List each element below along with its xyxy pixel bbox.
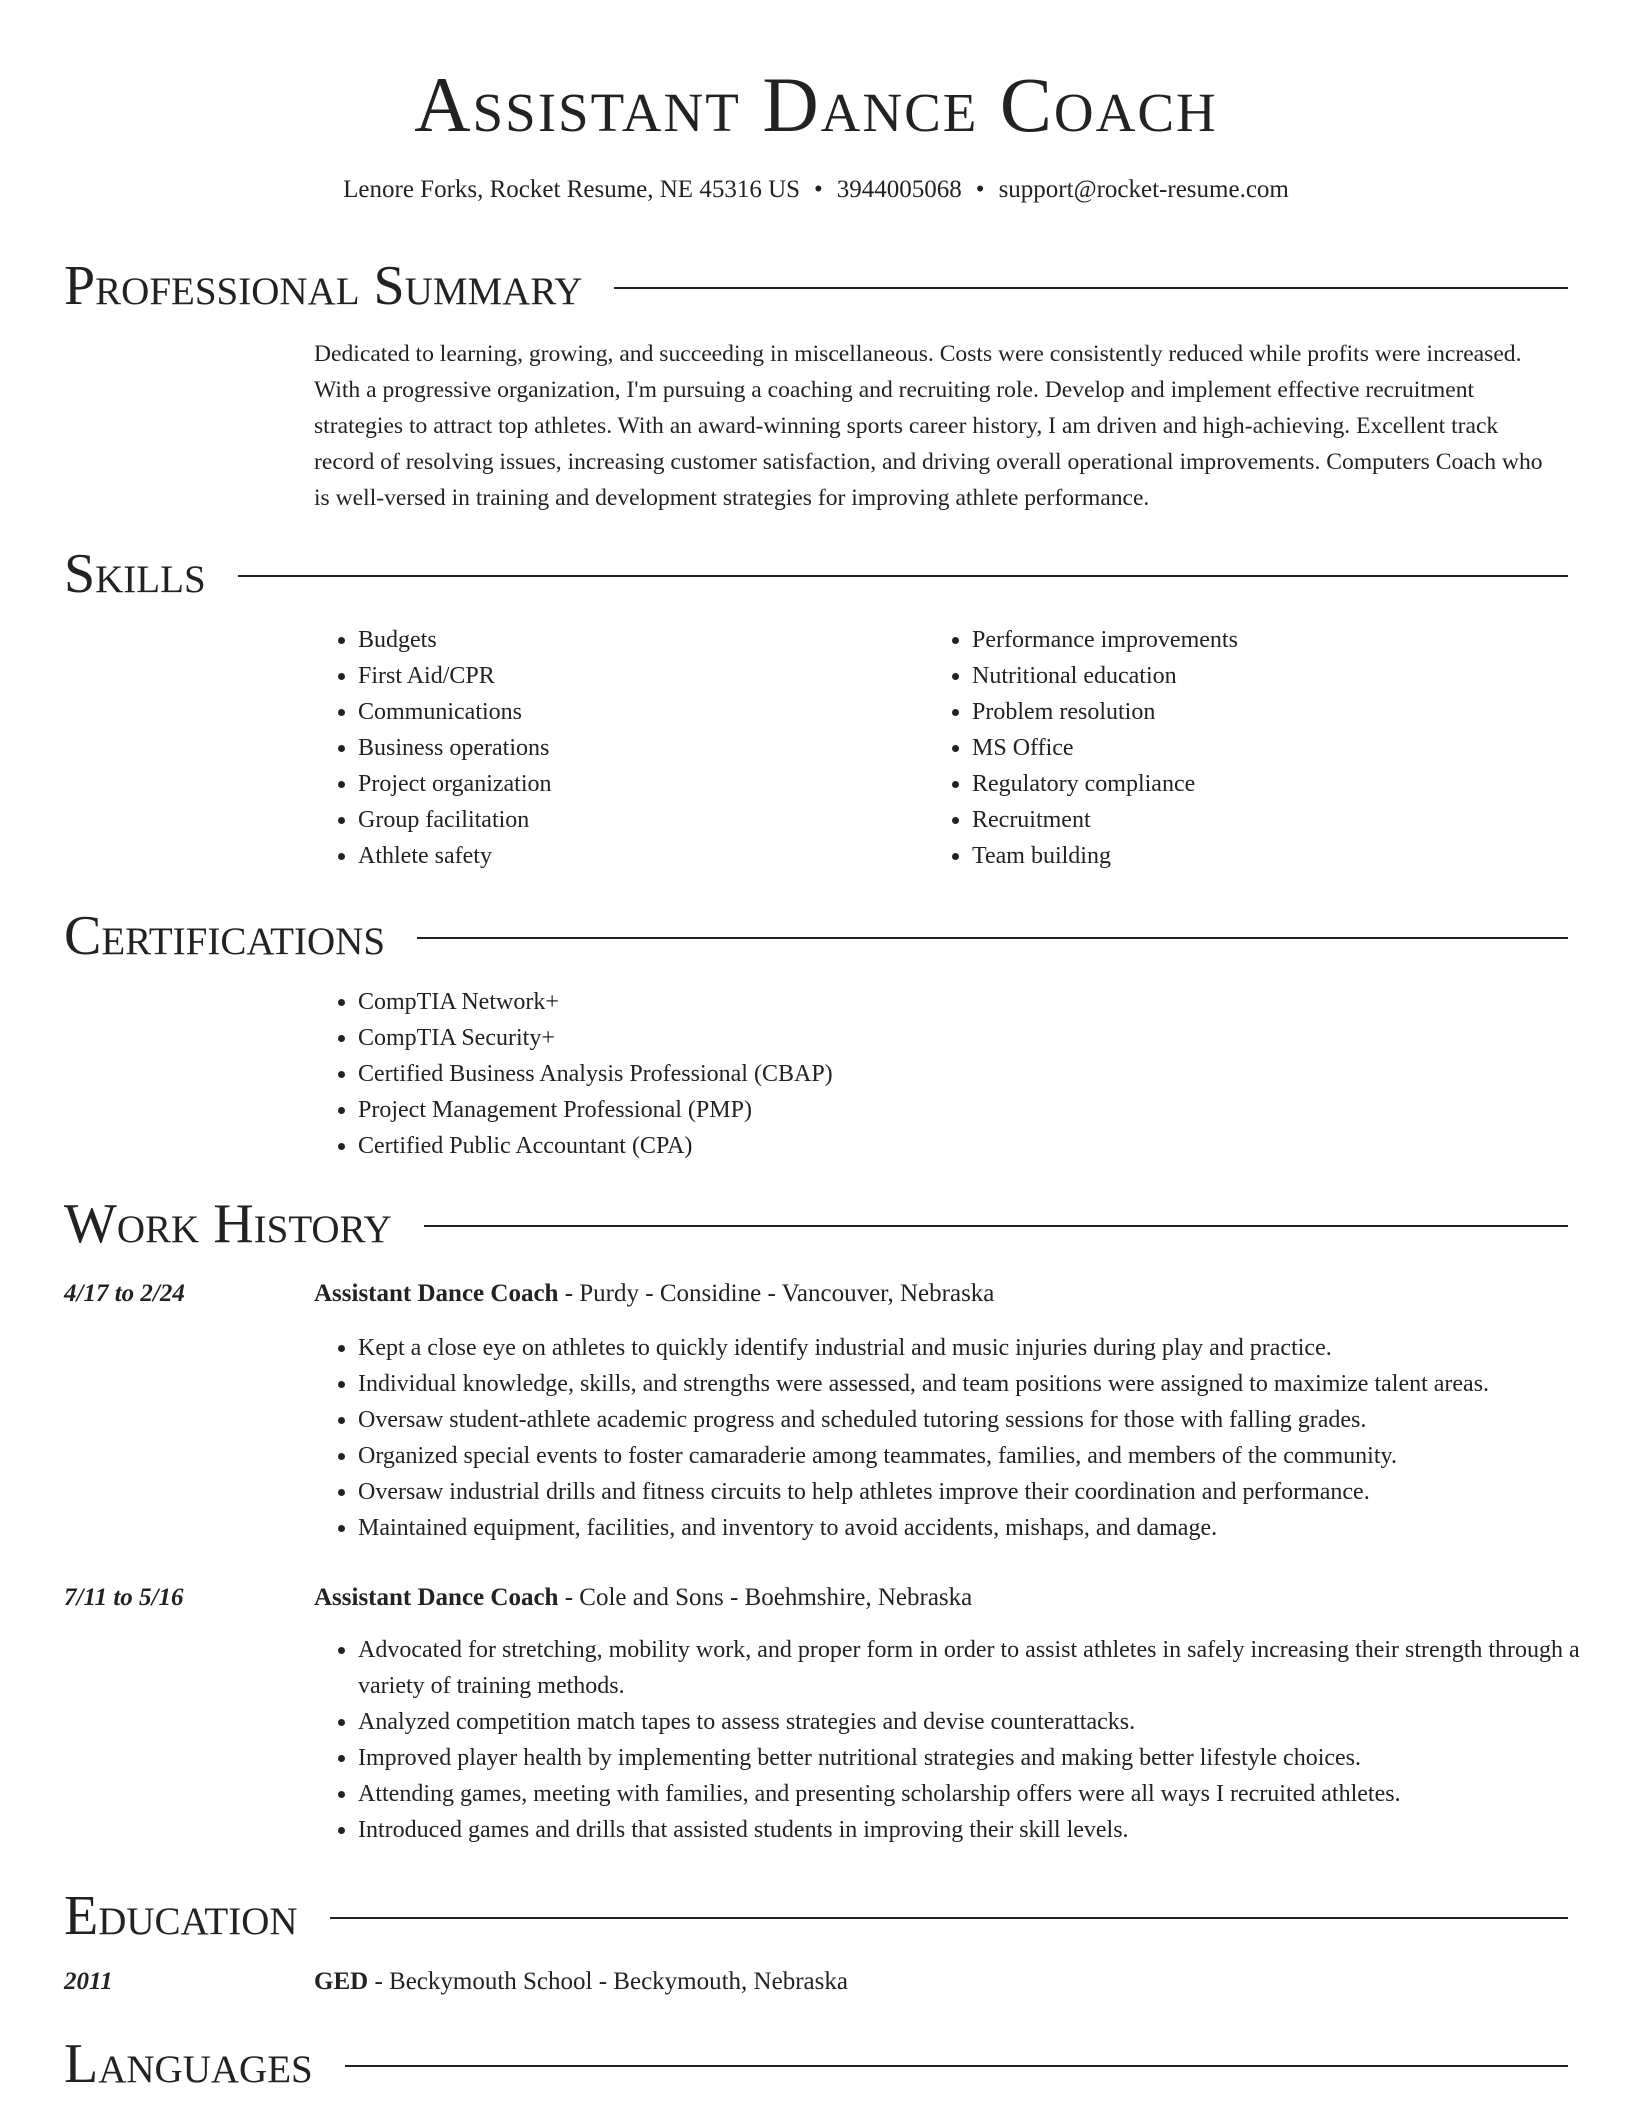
skills-section-header: [64, 542, 1568, 606]
languages-section-title: Languages: [64, 2033, 313, 2095]
list-item: • Certified Public Accountant (CPA): [358, 1128, 1608, 1164]
job-role: [314, 1276, 994, 1312]
list-item: • Regulatory compliance: [972, 766, 1572, 802]
education-section-title: Education: [64, 1885, 298, 1947]
job-employer: - Cole and Sons - Boehmshire, Nebraska: [558, 1584, 973, 1611]
list-item: • MS Office: [972, 730, 1572, 766]
job-bullets: [314, 1632, 1618, 1848]
contact-phone: 3944005068: [836, 176, 962, 203]
job-dates: 7/11 to 5/16: [64, 1584, 184, 1611]
list-item: • Individual knowledge, skills, and strengths were assessed, and team positions were assigned to maximize talent areas.: [358, 1366, 1618, 1402]
skills-list-left: [314, 622, 918, 874]
list-item: • Analyzed competition match tapes to assess strategies and devise counterattacks.: [358, 1704, 1618, 1740]
languages-section-header: [64, 2032, 1568, 2096]
summary-text: Dedicated to learning, growing, and succeeding in miscellaneous. Costs were consistently reduced while profits were increased. With a progressive organization, I'm pursuing a coaching and recruiting role. Develop and implement effective recruitment strategies to attract top athletes. With an award-winning sports career history, I am driven and high-achieving. Excellent track record of resolving issues, increasing customer satisfaction, and driving overall operational improvements. Computers Coach who is well-versed in training and development strategies for improving athlete performance.: [314, 341, 1543, 511]
section-divider: [238, 575, 1568, 577]
list-item: • Oversaw industrial drills and fitness circuits to help athletes improve their coordination and performance.: [358, 1474, 1618, 1510]
job-role: [314, 1580, 972, 1616]
section-divider: [330, 1917, 1568, 1919]
skills-section-title: Skills: [64, 543, 206, 605]
section-divider: [417, 937, 1568, 939]
list-item: • Communications: [358, 694, 918, 730]
job-employer: - Purdy - Considine - Vancouver, Nebraska: [558, 1280, 995, 1307]
education-school: - Beckymouth School - Beckymouth, Nebraska: [368, 1968, 848, 1995]
certifications-section-header: [64, 904, 1568, 968]
list-item: • Attending games, meeting with families, and presenting scholarship offers were all ways I recruited athletes.: [358, 1776, 1618, 1812]
candidate-name: Assistant Dance Coach: [414, 61, 1218, 148]
contact-email: support@rocket-resume.com: [998, 176, 1289, 203]
list-item: • Project organization: [358, 766, 918, 802]
list-item: • Maintained equipment, facilities, and inventory to avoid accidents, mishaps, and damage.: [358, 1510, 1618, 1546]
list-item: • Project Management Professional (PMP): [358, 1092, 1608, 1128]
list-item: • Group facilitation: [358, 802, 918, 838]
job-title: Assistant Dance Coach: [314, 1280, 559, 1307]
education-entry: [64, 1964, 1568, 2000]
summary-section-title: Professional Summary: [64, 255, 583, 317]
contact-address: Lenore Forks, Rocket Resume, NE 45316 US: [343, 176, 801, 203]
education-section-header: [64, 1884, 1568, 1948]
list-item: • Athlete safety: [358, 838, 918, 874]
contact-line: [0, 174, 1632, 206]
certifications-section-title: Certifications: [64, 905, 386, 967]
list-item: • Nutritional education: [972, 658, 1572, 694]
list-item: • Business operations: [358, 730, 918, 766]
list-item: • Recruitment: [972, 802, 1572, 838]
summary-section-header: [64, 254, 1568, 318]
work-section-header: [64, 1192, 1568, 1256]
contact-separator: •: [975, 176, 985, 203]
education-detail: [314, 1964, 848, 2000]
job-entry-header: [64, 1580, 1568, 1616]
education-year: 2011: [64, 1968, 113, 1995]
job-dates: 4/17 to 2/24: [64, 1280, 185, 1307]
skills-list-right: [928, 622, 1572, 874]
list-item: • CompTIA Network+: [358, 984, 1608, 1020]
education-degree: GED: [314, 1968, 369, 1995]
list-item: • Organized special events to foster camaraderie among teammates, families, and members of the community.: [358, 1438, 1618, 1474]
list-item: • Oversaw student-athlete academic progress and scheduled tutoring sessions for those with falling grades.: [358, 1402, 1618, 1438]
list-item: • Advocated for stretching, mobility work, and proper form in order to assist athletes in safely increasing their strength through a variety of training methods.: [358, 1632, 1618, 1704]
list-item: • Problem resolution: [972, 694, 1572, 730]
section-divider: [345, 2065, 1568, 2067]
list-item: • First Aid/CPR: [358, 658, 918, 694]
list-item: • Team building: [972, 838, 1572, 874]
list-item: • Budgets: [358, 622, 918, 658]
list-item: • Kept a close eye on athletes to quickly identify industrial and music injuries during play and practice.: [358, 1330, 1618, 1366]
job-bullets: [314, 1330, 1618, 1546]
job-title: Assistant Dance Coach: [314, 1584, 559, 1611]
list-item: • Introduced games and drills that assisted students in improving their skill levels.: [358, 1812, 1618, 1848]
list-item: • Performance improvements: [972, 622, 1572, 658]
list-item: • Certified Business Analysis Professional (CBAP): [358, 1056, 1608, 1092]
job-entry-header: [64, 1276, 1568, 1312]
section-divider: [614, 287, 1568, 289]
list-item: • Improved player health by implementing better nutritional strategies and making better lifestyle choices.: [358, 1740, 1618, 1776]
section-divider: [424, 1225, 1568, 1227]
work-section-title: Work History: [64, 1193, 392, 1255]
certifications-list: [314, 984, 1608, 1164]
contact-separator: •: [814, 176, 823, 203]
list-item: • CompTIA Security+: [358, 1020, 1608, 1056]
